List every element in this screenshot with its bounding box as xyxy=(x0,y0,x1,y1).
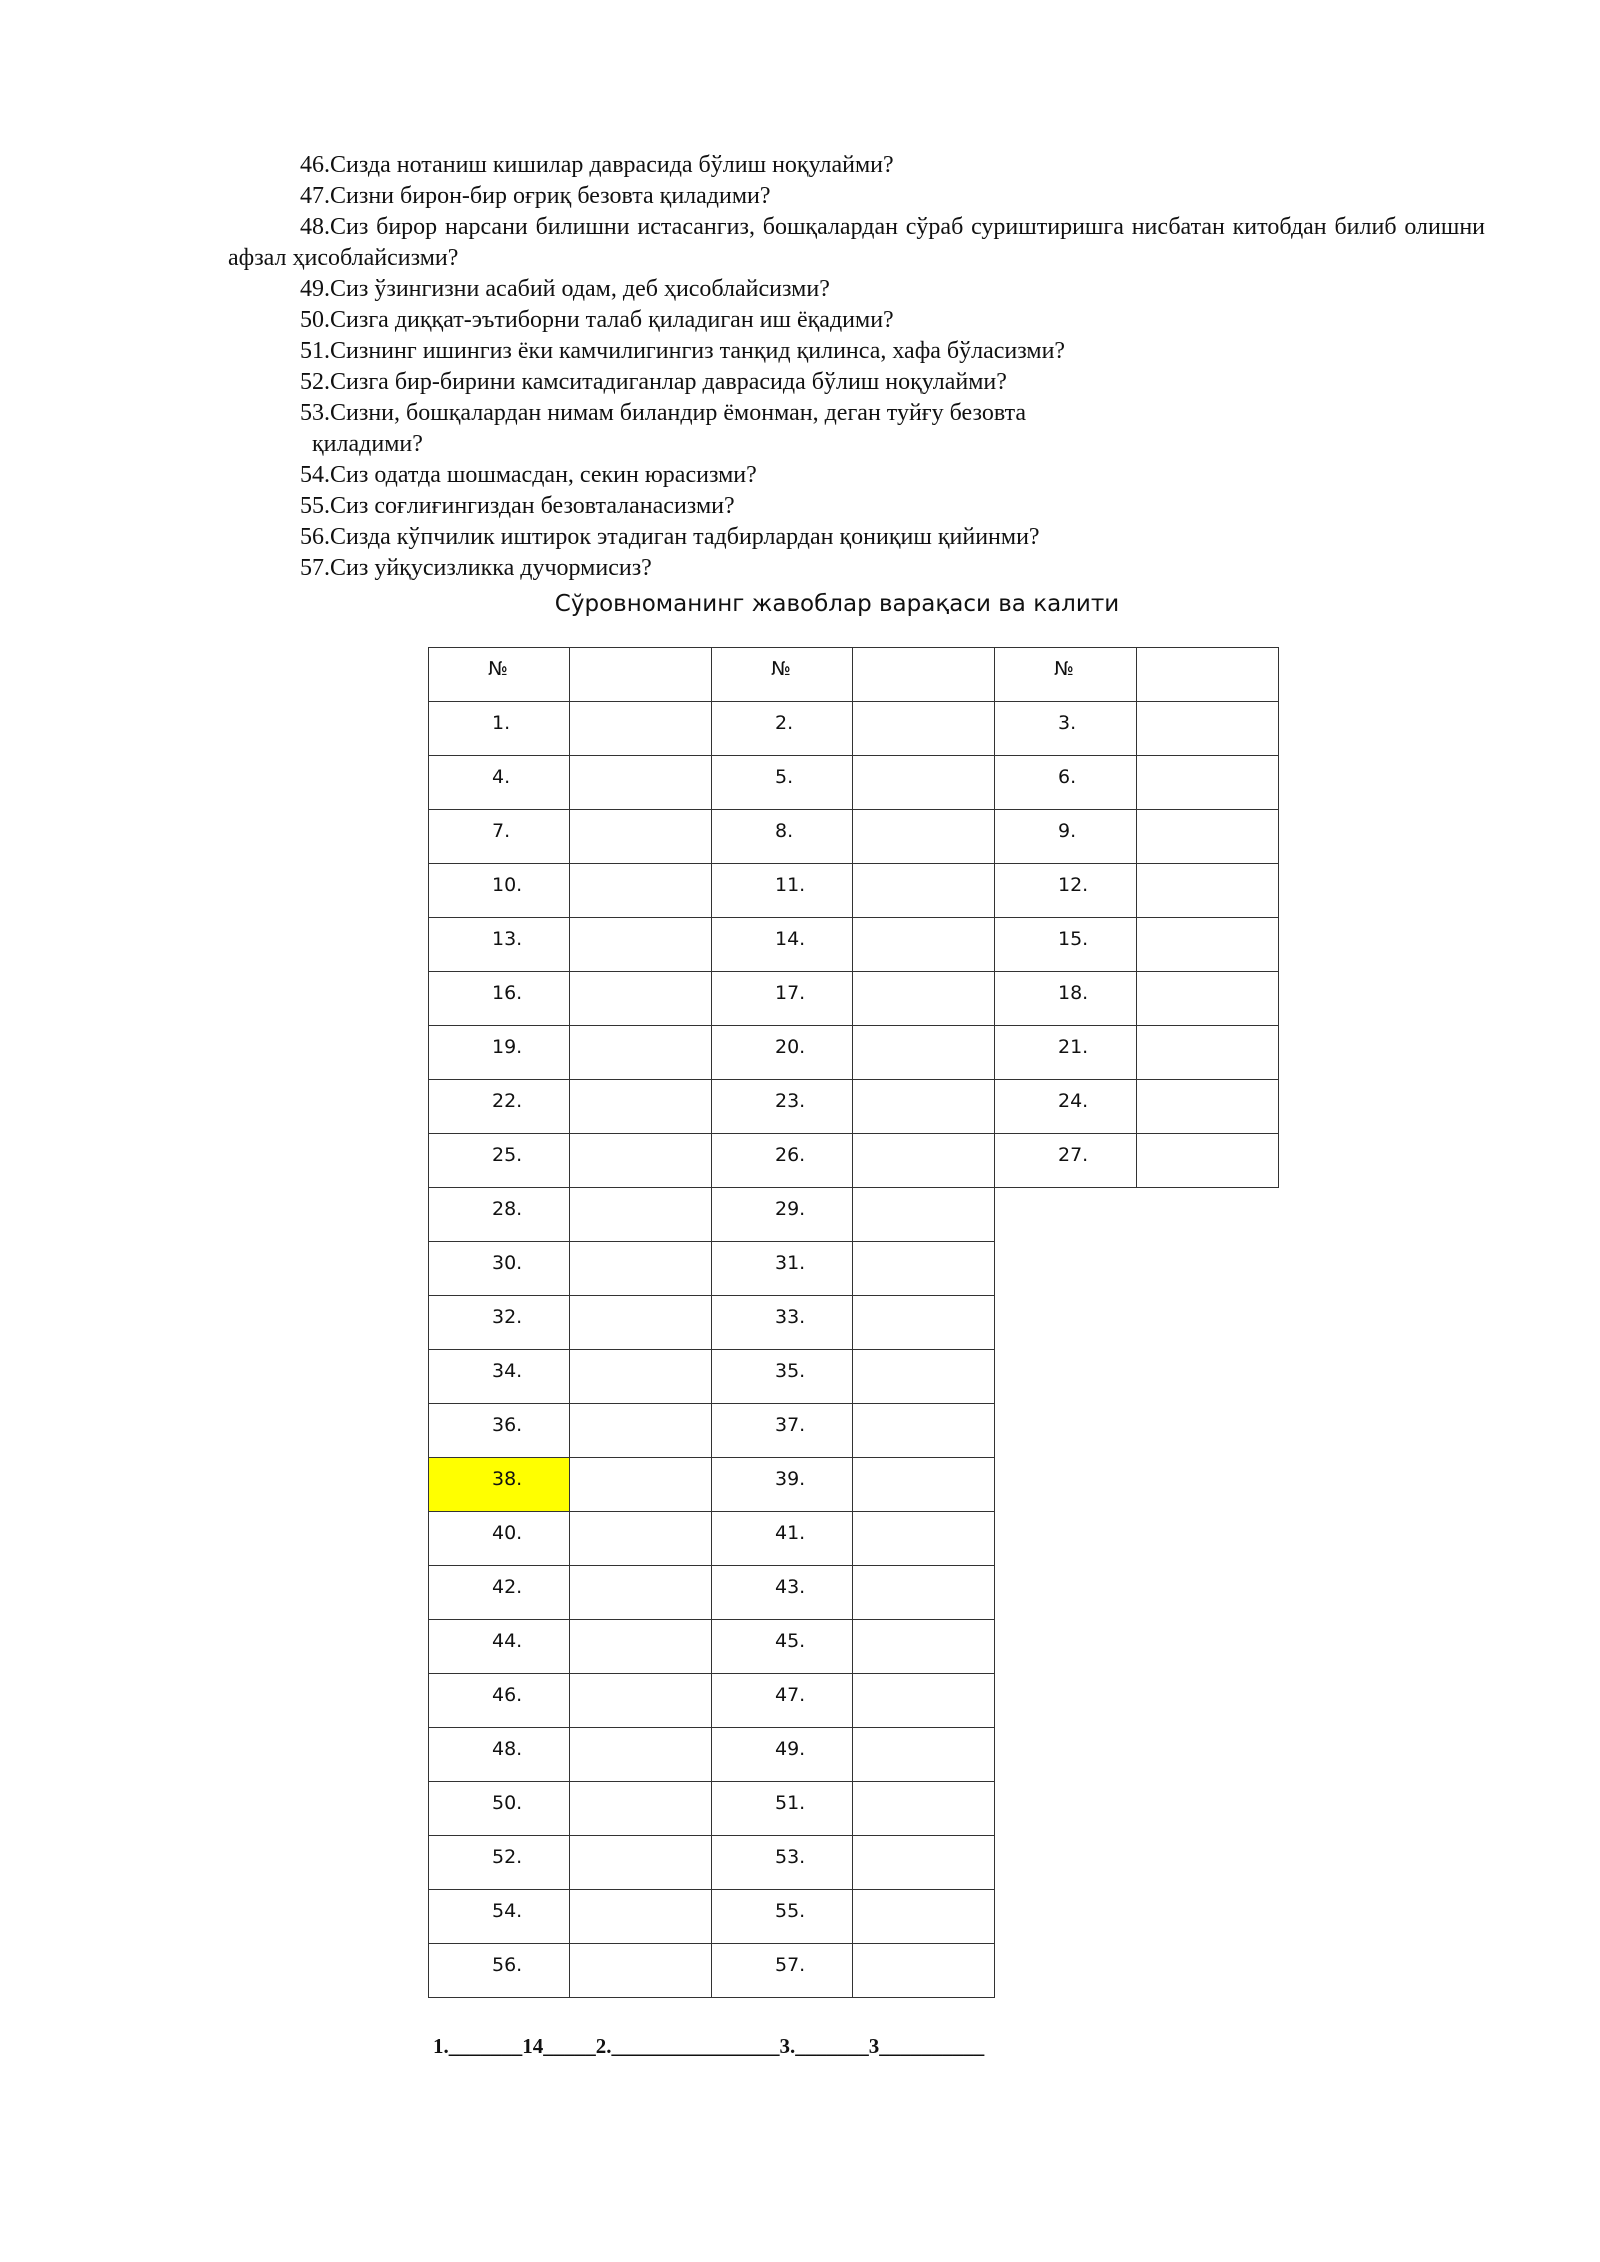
answer-cell[interactable] xyxy=(570,1458,712,1512)
answer-cell[interactable] xyxy=(1136,972,1278,1026)
question-number-cell: 1. xyxy=(429,702,570,756)
question-number-cell: 12. xyxy=(995,864,1137,918)
answer-cell[interactable] xyxy=(853,1620,995,1674)
question-number-cell: 3. xyxy=(995,702,1137,756)
answer-cell[interactable] xyxy=(853,1566,995,1620)
table-row xyxy=(429,1458,1279,1512)
answer-cell[interactable] xyxy=(853,1350,995,1404)
empty-space xyxy=(1136,1188,1278,1242)
question-number-cell: 42. xyxy=(429,1566,570,1620)
empty-space xyxy=(1136,1296,1278,1350)
answer-cell[interactable] xyxy=(570,1404,712,1458)
question-text: 54.Сиз одатда шошмасдан, секин юрасизми? xyxy=(300,462,757,488)
empty-space xyxy=(1136,1674,1278,1728)
question-number-cell: 29. xyxy=(712,1188,853,1242)
answer-cell[interactable] xyxy=(570,1620,712,1674)
answer-cell[interactable] xyxy=(853,1836,995,1890)
answer-cell[interactable] xyxy=(853,918,995,972)
question-number-cell: 45. xyxy=(712,1620,853,1674)
question-number-cell: 37. xyxy=(712,1404,853,1458)
table-row xyxy=(429,1080,1279,1134)
question-item xyxy=(228,553,1485,584)
question-text: 50.Сизга диққат-эътиборни талаб қиладиган иш ёқадими? xyxy=(300,307,894,333)
answer-cell[interactable] xyxy=(853,702,995,756)
question-number-cell: 48. xyxy=(429,1728,570,1782)
answer-cell[interactable] xyxy=(1136,810,1278,864)
answer-cell[interactable] xyxy=(853,972,995,1026)
column-header-number: № xyxy=(429,648,570,702)
answer-cell[interactable] xyxy=(570,972,712,1026)
answer-cell[interactable] xyxy=(853,810,995,864)
answer-cell[interactable] xyxy=(570,1188,712,1242)
answer-cell[interactable] xyxy=(570,1242,712,1296)
question-number-cell: 4. xyxy=(429,756,570,810)
answer-cell[interactable] xyxy=(570,1296,712,1350)
answer-cell[interactable] xyxy=(1136,1026,1278,1080)
table-row xyxy=(429,1674,1279,1728)
question-number-cell: 31. xyxy=(712,1242,853,1296)
question-number-cell: 7. xyxy=(429,810,570,864)
answer-cell[interactable] xyxy=(570,810,712,864)
question-item xyxy=(228,181,1485,212)
table-row xyxy=(429,1566,1279,1620)
answer-cell[interactable] xyxy=(853,756,995,810)
answer-cell[interactable] xyxy=(1136,864,1278,918)
question-number-cell: 25. xyxy=(429,1134,570,1188)
answer-cell[interactable] xyxy=(853,864,995,918)
question-number-cell: 9. xyxy=(995,810,1137,864)
question-number-cell: 2. xyxy=(712,702,853,756)
table-row xyxy=(429,1944,1279,1998)
question-number-cell: 15. xyxy=(995,918,1137,972)
empty-space xyxy=(995,1944,1137,1998)
empty-space xyxy=(995,1350,1137,1404)
question-number-cell: 56. xyxy=(429,1944,570,1998)
table-row xyxy=(429,1296,1279,1350)
table-row xyxy=(429,1728,1279,1782)
empty-space xyxy=(1136,1944,1278,1998)
answer-cell[interactable] xyxy=(853,1404,995,1458)
answer-cell[interactable] xyxy=(570,1944,712,1998)
column-header-number: № xyxy=(995,648,1137,702)
answer-sheet-table xyxy=(428,647,1279,1998)
question-text: 52.Сизга бир-бирини камситадиганлар даврасида бўлиш ноқулайми? xyxy=(300,369,1007,395)
column-header-answer xyxy=(853,648,995,702)
answer-cell[interactable] xyxy=(853,1728,995,1782)
answer-cell[interactable] xyxy=(853,1512,995,1566)
answer-cell[interactable] xyxy=(570,1674,712,1728)
table-row xyxy=(429,1620,1279,1674)
question-number-cell: 26. xyxy=(712,1134,853,1188)
question-number-cell: 55. xyxy=(712,1890,853,1944)
answer-cell[interactable] xyxy=(570,864,712,918)
question-text: 47.Сизни бирон-бир оғриқ безовта қиладими? xyxy=(300,183,771,209)
table-row xyxy=(429,1836,1279,1890)
answer-cell[interactable] xyxy=(1136,918,1278,972)
question-number-cell: 13. xyxy=(429,918,570,972)
answer-cell[interactable] xyxy=(570,1080,712,1134)
question-number-cell: 57. xyxy=(712,1944,853,1998)
empty-space xyxy=(995,1782,1137,1836)
question-number-cell: 21. xyxy=(995,1026,1137,1080)
column-header-answer xyxy=(570,648,712,702)
question-number-cell: 40. xyxy=(429,1512,570,1566)
empty-space xyxy=(995,1728,1137,1782)
table-row xyxy=(429,1404,1279,1458)
question-text: 46.Сизда нотаниш кишилар даврасида бўлиш ноқулайми? xyxy=(300,152,894,178)
question-number-cell: 16. xyxy=(429,972,570,1026)
question-text: 51.Сизнинг ишингиз ёки камчилигингиз танқид қилинса, хафа бўласизми? xyxy=(300,338,1066,364)
empty-space xyxy=(1136,1512,1278,1566)
table-header-row xyxy=(429,648,1279,702)
answer-cell[interactable] xyxy=(853,1242,995,1296)
answer-cell[interactable] xyxy=(570,918,712,972)
column-header-number: № xyxy=(712,648,853,702)
table-row xyxy=(429,1350,1279,1404)
question-item xyxy=(228,522,1485,553)
answer-cell[interactable] xyxy=(853,1026,995,1080)
question-number-cell: 8. xyxy=(712,810,853,864)
answer-cell[interactable] xyxy=(570,1836,712,1890)
question-item xyxy=(228,398,1485,460)
table-row xyxy=(429,1134,1279,1188)
table-row xyxy=(429,1026,1279,1080)
answer-cell[interactable] xyxy=(853,1458,995,1512)
answer-cell[interactable] xyxy=(570,1782,712,1836)
question-number-cell: 39. xyxy=(712,1458,853,1512)
question-text: 53.Сизни, бошқалардан нимам биландир ёмонман, деган туйғу безовта xyxy=(300,400,1026,426)
question-text: 48.Сиз бирор нарсани билишни истасангиз, бошқалардан сўраб суриштиришга нисбатан китобдан билиб олишни афзал ҳисоблайсизми? xyxy=(228,214,1485,271)
table-row xyxy=(429,864,1279,918)
empty-space xyxy=(995,1458,1137,1512)
table-row xyxy=(429,1188,1279,1242)
question-number-cell: 53. xyxy=(712,1836,853,1890)
empty-space xyxy=(995,1404,1137,1458)
question-number-cell: 28. xyxy=(429,1188,570,1242)
answer-cell[interactable] xyxy=(853,1080,995,1134)
answer-cell[interactable] xyxy=(570,1512,712,1566)
question-number-cell: 44. xyxy=(429,1620,570,1674)
table-row xyxy=(429,1242,1279,1296)
question-text: 55.Сиз соғлиғингиздан безовталанасизми? xyxy=(300,493,735,519)
question-number-cell: 18. xyxy=(995,972,1137,1026)
empty-space xyxy=(1136,1890,1278,1944)
question-item xyxy=(228,305,1485,336)
answer-cell[interactable] xyxy=(570,1350,712,1404)
question-number-cell: 5. xyxy=(712,756,853,810)
question-number-cell: 11. xyxy=(712,864,853,918)
question-number-cell: 51. xyxy=(712,1782,853,1836)
answer-cell[interactable] xyxy=(1136,756,1278,810)
question-item xyxy=(228,212,1485,274)
answer-cell[interactable] xyxy=(1136,1134,1278,1188)
question-number-cell: 54. xyxy=(429,1890,570,1944)
question-number-cell: 34. xyxy=(429,1350,570,1404)
question-number-cell: 52. xyxy=(429,1836,570,1890)
empty-space xyxy=(995,1836,1137,1890)
question-list xyxy=(228,150,1485,584)
question-number-cell: 50. xyxy=(429,1782,570,1836)
empty-space xyxy=(1136,1620,1278,1674)
question-number-cell: 38. xyxy=(429,1458,570,1512)
question-item xyxy=(228,336,1485,367)
question-number-cell: 14. xyxy=(712,918,853,972)
question-item xyxy=(228,460,1485,491)
empty-space xyxy=(1136,1728,1278,1782)
question-item xyxy=(228,150,1485,181)
question-number-cell: 20. xyxy=(712,1026,853,1080)
answer-cell[interactable] xyxy=(1136,702,1278,756)
answer-cell[interactable] xyxy=(853,1188,995,1242)
empty-space xyxy=(1136,1242,1278,1296)
question-number-cell: 43. xyxy=(712,1566,853,1620)
empty-space xyxy=(995,1674,1137,1728)
empty-space xyxy=(1136,1836,1278,1890)
answer-cell[interactable] xyxy=(853,1674,995,1728)
answer-cell[interactable] xyxy=(853,1296,995,1350)
answer-cell[interactable] xyxy=(570,1134,712,1188)
question-item xyxy=(228,491,1485,522)
column-header-answer xyxy=(1136,648,1278,702)
question-number-cell: 23. xyxy=(712,1080,853,1134)
question-number-cell: 24. xyxy=(995,1080,1137,1134)
empty-space xyxy=(1136,1782,1278,1836)
question-number-cell: 46. xyxy=(429,1674,570,1728)
table-row xyxy=(429,810,1279,864)
answer-cell[interactable] xyxy=(853,1890,995,1944)
question-text: 49.Сиз ўзингизни асабий одам, деб ҳисоблайсизми? xyxy=(300,276,830,302)
table-title: Cўровноманинг жавоблар варақаси ва калити xyxy=(554,591,1120,617)
answer-cell[interactable] xyxy=(570,1728,712,1782)
question-item xyxy=(228,367,1485,398)
question-number-cell: 33. xyxy=(712,1296,853,1350)
empty-space xyxy=(995,1566,1137,1620)
question-number-cell: 19. xyxy=(429,1026,570,1080)
empty-space xyxy=(1136,1404,1278,1458)
empty-space xyxy=(1136,1350,1278,1404)
answer-cell[interactable] xyxy=(570,756,712,810)
question-number-cell: 30. xyxy=(429,1242,570,1296)
question-number-cell: 36. xyxy=(429,1404,570,1458)
question-text: 56.Сизда кўпчилик иштирок этадиган тадбирлардан қониқиш қийинми? xyxy=(300,524,1040,550)
question-number-cell: 22. xyxy=(429,1080,570,1134)
empty-space xyxy=(995,1512,1137,1566)
empty-space xyxy=(1136,1566,1278,1620)
question-number-cell: 49. xyxy=(712,1728,853,1782)
question-number-cell: 41. xyxy=(712,1512,853,1566)
empty-space xyxy=(995,1296,1137,1350)
question-number-cell: 27. xyxy=(995,1134,1137,1188)
question-item xyxy=(228,274,1485,305)
question-number-cell: 32. xyxy=(429,1296,570,1350)
question-text: 57.Сиз уйқусизликка дучормисиз? xyxy=(300,555,652,581)
table-row xyxy=(429,918,1279,972)
table-row xyxy=(429,1890,1279,1944)
table-row xyxy=(429,756,1279,810)
question-number-cell: 17. xyxy=(712,972,853,1026)
answer-cell[interactable] xyxy=(570,1890,712,1944)
table-row xyxy=(429,1782,1279,1836)
empty-space xyxy=(995,1890,1137,1944)
answer-cell[interactable] xyxy=(1136,1080,1278,1134)
table-row xyxy=(429,1512,1279,1566)
empty-space xyxy=(995,1242,1137,1296)
score-line: 1._______14_____2.________________3._______3__________ xyxy=(433,2034,985,2058)
table-row xyxy=(429,972,1279,1026)
answer-cell[interactable] xyxy=(853,1134,995,1188)
empty-space xyxy=(995,1188,1137,1242)
answer-cell[interactable] xyxy=(570,1026,712,1080)
answer-cell[interactable] xyxy=(570,702,712,756)
empty-space xyxy=(1136,1458,1278,1512)
question-number-cell: 47. xyxy=(712,1674,853,1728)
question-number-cell: 35. xyxy=(712,1350,853,1404)
answer-cell[interactable] xyxy=(853,1944,995,1998)
table-row xyxy=(429,702,1279,756)
question-number-cell: 10. xyxy=(429,864,570,918)
empty-space xyxy=(995,1620,1137,1674)
question-continuation: қиладими? xyxy=(312,431,423,457)
answer-cell[interactable] xyxy=(853,1782,995,1836)
answer-cell[interactable] xyxy=(570,1566,712,1620)
question-number-cell: 6. xyxy=(995,756,1137,810)
